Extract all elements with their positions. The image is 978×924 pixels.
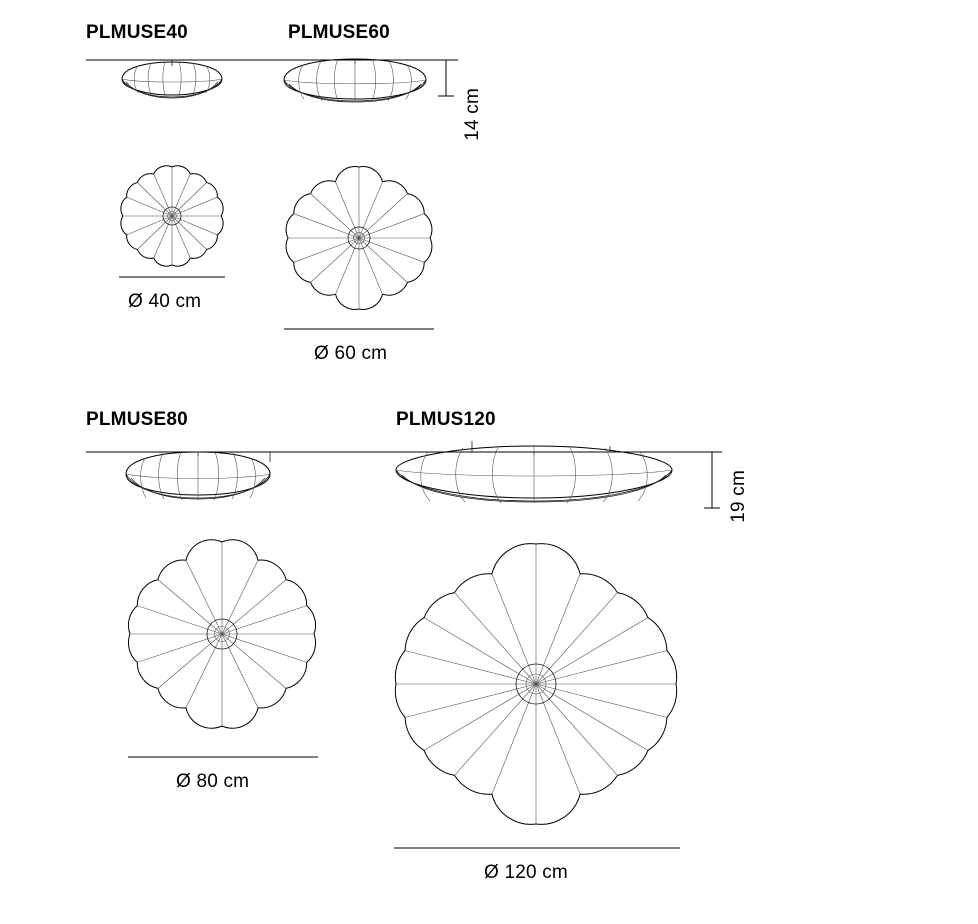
plan-view-plmuse80 [128, 540, 315, 729]
model-label-plmuse80: PLMUSE80 [86, 409, 188, 430]
side-elevation-plmus120 [396, 441, 672, 503]
side-elevation-plmuse40 [122, 60, 222, 98]
model-label-plmuse40: PLMUSE40 [86, 22, 188, 43]
diameter-label-60cm: Ø 60 cm [314, 343, 388, 364]
side-elevation-plmuse60 [284, 59, 426, 102]
diameter-label-120cm: Ø 120 cm [484, 862, 568, 883]
height-label-19cm: 19 cm [728, 470, 749, 523]
height-dimension-bottom [704, 452, 720, 508]
plan-view-plmuse40 [121, 166, 223, 266]
diameter-label-80cm: Ø 80 cm [176, 771, 250, 792]
plan-view-plmuse60 [286, 167, 432, 310]
height-dimension-top [438, 60, 454, 96]
diameter-label-40cm: Ø 40 cm [128, 291, 202, 312]
model-label-plmus120: PLMUS120 [396, 409, 496, 430]
plan-view-plmus120 [395, 544, 676, 825]
side-elevation-plmuse80 [126, 452, 270, 500]
model-label-plmuse60: PLMUSE60 [288, 22, 390, 43]
height-label-14cm: 14 cm [462, 88, 483, 141]
